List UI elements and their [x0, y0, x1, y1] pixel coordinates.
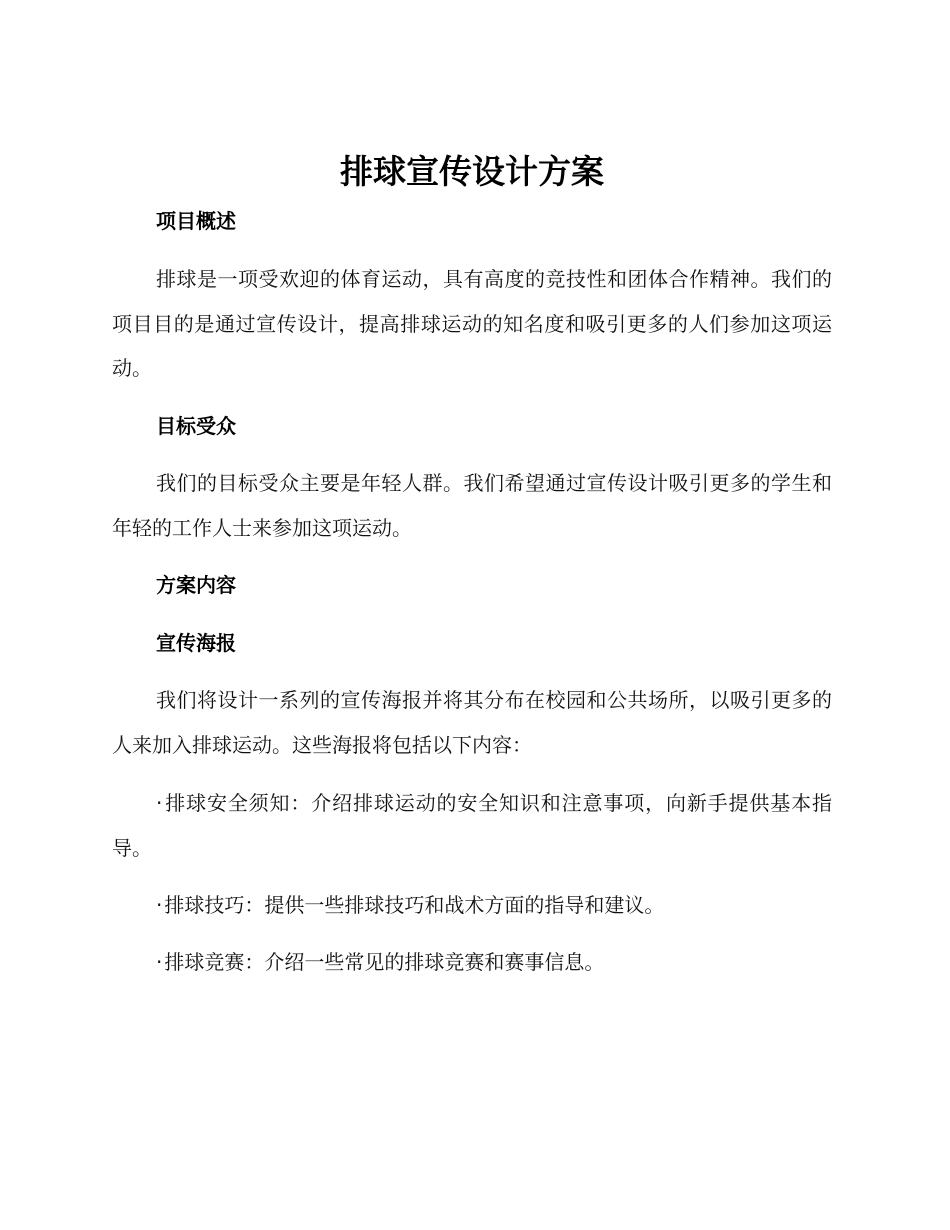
bullet-item [112, 781, 832, 870]
section-body-audience: 我们的目标受众主要是年轻人群。我们希望通过宣传设计吸引更多的学生和年轻的工作人士来参加这项运动。 [112, 471, 832, 540]
section-heading-overview: 项目概述 [156, 209, 236, 233]
bullet-marker: · [156, 950, 163, 974]
section-heading-content: 方案内容 [156, 573, 236, 597]
bullet-marker: · [156, 893, 163, 917]
section-body-posters: 我们将设计一系列的宣传海报并将其分布在校园和公共场所，以吸引更多的人来加入排球运动。这些海报将包括以下内容： [112, 688, 832, 757]
section-heading-posters: 宣传海报 [156, 631, 236, 655]
bullet-item [112, 883, 832, 928]
section-body-overview: 排球是一项受欢迎的体育运动，具有高度的竞技性和团体合作精神。我们的项目目的是通过宣传设计，提高排球运动的知名度和吸引更多的人们参加这项运动。 [112, 267, 832, 380]
bullet-text: 排球安全须知：介绍排球运动的安全知识和注意事项，向新手提供基本指导。 [112, 791, 832, 860]
bullet-text: 排球技巧：提供一些排球技巧和战术方面的指导和建议。 [164, 893, 665, 917]
bullet-marker: · [156, 791, 163, 815]
section-heading-audience: 目标受众 [156, 414, 236, 438]
document-title: 排球宣传设计方案 [340, 152, 604, 191]
bullet-item [112, 940, 832, 985]
bullet-text: 排球竞赛：介绍一些常见的排球竞赛和赛事信息。 [164, 950, 605, 974]
